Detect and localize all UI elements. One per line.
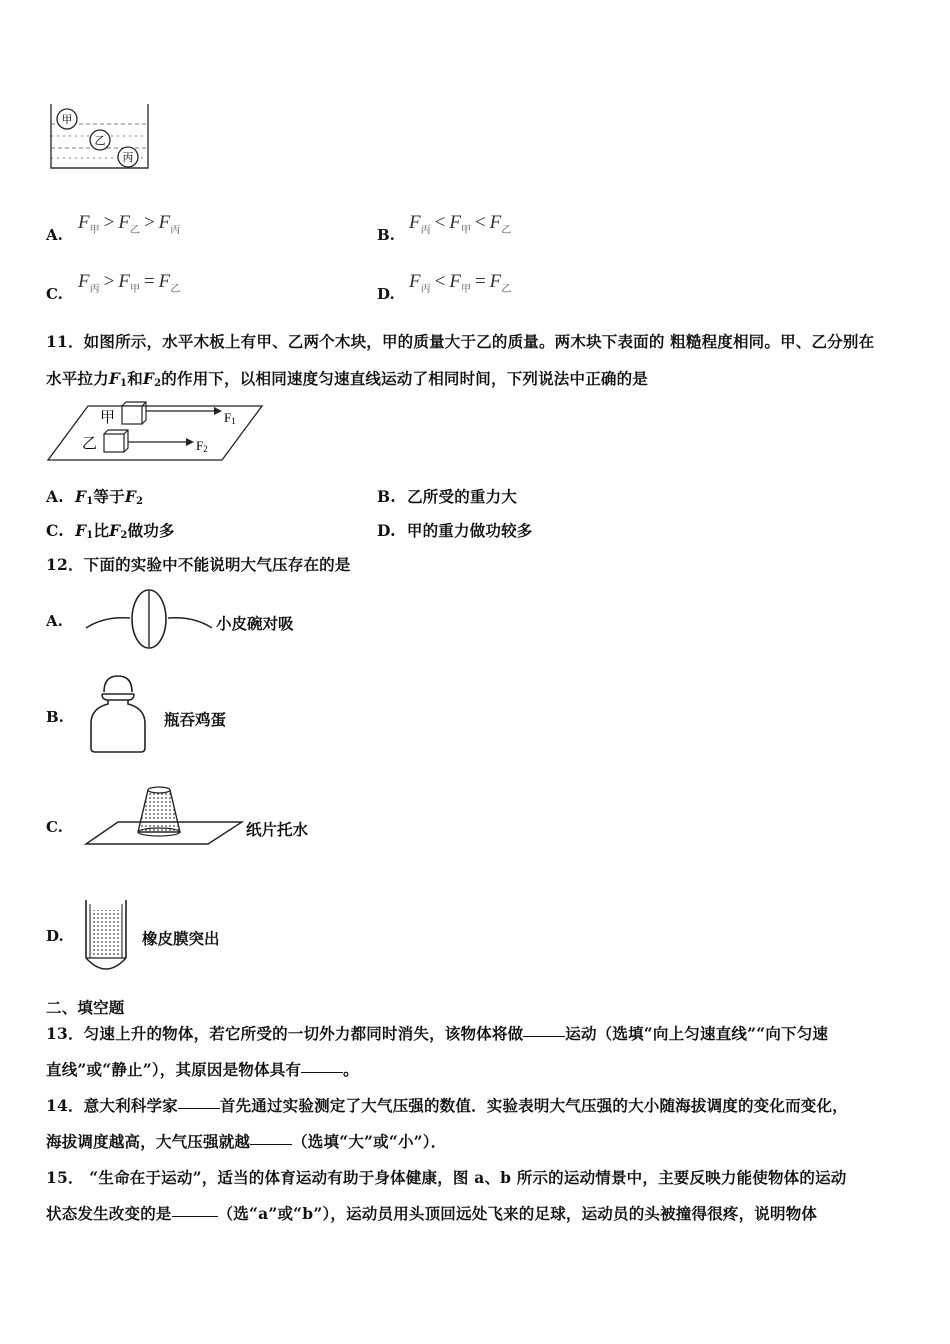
q11-option-a: A. $F_1$等于$F_2$ bbox=[46, 487, 144, 507]
force-f2-label: F2 bbox=[196, 438, 208, 454]
q12-option-c-letter: C. bbox=[46, 818, 63, 836]
q13-line1: 13．匀速上升的物体，若它所受的一切外力都同时消失，该物体将做 运动（选填“向上匀速直线”“向下匀速 bbox=[46, 1024, 829, 1043]
blank[interactable] bbox=[172, 1215, 218, 1217]
q12-option-d-caption: 橡皮膜突出 bbox=[142, 929, 220, 948]
formula: $F_甲 > F_乙 > F_丙$ bbox=[78, 212, 181, 236]
q11-stem-line1: 11．如图所示，水平木板上有甲、乙两个木块，甲的质量大于乙的质量。两木块下表面的 粗糙程度相同。甲、乙分别在 bbox=[46, 332, 875, 351]
q11-option-c: C. $F_1$比$F_2$做功多 bbox=[46, 521, 175, 541]
block-yi-label: 乙 bbox=[82, 434, 98, 452]
q11-option-d: D. 甲的重力做功较多 bbox=[377, 521, 533, 540]
blank[interactable] bbox=[523, 1035, 565, 1037]
ball-bing-label: 丙 bbox=[122, 151, 134, 164]
formula: $F_丙 < F_甲 < F_乙$ bbox=[409, 212, 512, 236]
blank[interactable] bbox=[301, 1071, 343, 1073]
option-letter: C. bbox=[46, 285, 63, 303]
suction-cups-figure bbox=[84, 588, 214, 652]
q11-option-b: B. 乙所受的重力大 bbox=[377, 487, 518, 506]
option-letter: A. bbox=[46, 226, 63, 244]
q15-line2: 状态发生改变的是 （选“a”或“b”），运动员用头顶回远处飞来的足球，运动员的头被撞得很疼，说明物体 bbox=[46, 1204, 818, 1223]
ball-yi-label: 乙 bbox=[94, 134, 106, 147]
blank[interactable] bbox=[178, 1107, 220, 1109]
q11-board-figure bbox=[46, 400, 266, 466]
q12-option-b-caption: 瓶吞鸡蛋 bbox=[164, 710, 227, 729]
paper-water-figure bbox=[84, 784, 244, 848]
blank[interactable] bbox=[250, 1143, 292, 1145]
q12-option-b-letter: B. bbox=[46, 708, 64, 726]
option-letter: D. bbox=[377, 285, 395, 303]
rubber-membrane-figure bbox=[80, 896, 132, 976]
q12-option-c-caption: 纸片托水 bbox=[246, 820, 309, 839]
q10-container-figure bbox=[44, 100, 156, 175]
q12-stem: 12．下面的实验中不能说明大气压存在的是 bbox=[46, 555, 351, 574]
q15-line1: 15． “生命在于运动”，适当的体育运动有助于身体健康，图 a、b 所示的运动情景中，主要反映力能使物体的运动 bbox=[46, 1168, 847, 1187]
q12-option-a-caption: 小皮碗对吸 bbox=[216, 614, 294, 633]
formula: $F_丙 > F_甲 = F_乙$ bbox=[78, 271, 181, 295]
formula: $F_丙 < F_甲 = F_乙$ bbox=[409, 271, 512, 295]
q14-line1: 14．意大利科学家 首先通过实验测定了大气压强的数值．实验表明大气压强的大小随海拔调度的变化而变化， bbox=[46, 1096, 848, 1115]
ball-jia-label: 甲 bbox=[61, 113, 73, 126]
q11-stem-line2: 水平拉力$F_1$和$F_2$的作用下，以相同速度匀速直线运动了相同时间，下列说法中正确的是 bbox=[46, 369, 648, 389]
q13-line2: 直线”或“静止”），其原因是物体具有 。 bbox=[46, 1060, 359, 1079]
option-letter: B. bbox=[377, 226, 395, 244]
bottle-egg-figure bbox=[88, 674, 158, 756]
q14-line2: 海拔调度越高，大气压强就越 （选填“大”或“小”）． bbox=[46, 1132, 447, 1151]
q12-option-d-letter: D. bbox=[46, 927, 64, 945]
section-title: 二、填空题 bbox=[46, 998, 125, 1017]
q12-option-a-letter: A. bbox=[46, 612, 63, 630]
block-jia-label: 甲 bbox=[100, 408, 116, 426]
force-f1-label: F1 bbox=[224, 410, 236, 426]
